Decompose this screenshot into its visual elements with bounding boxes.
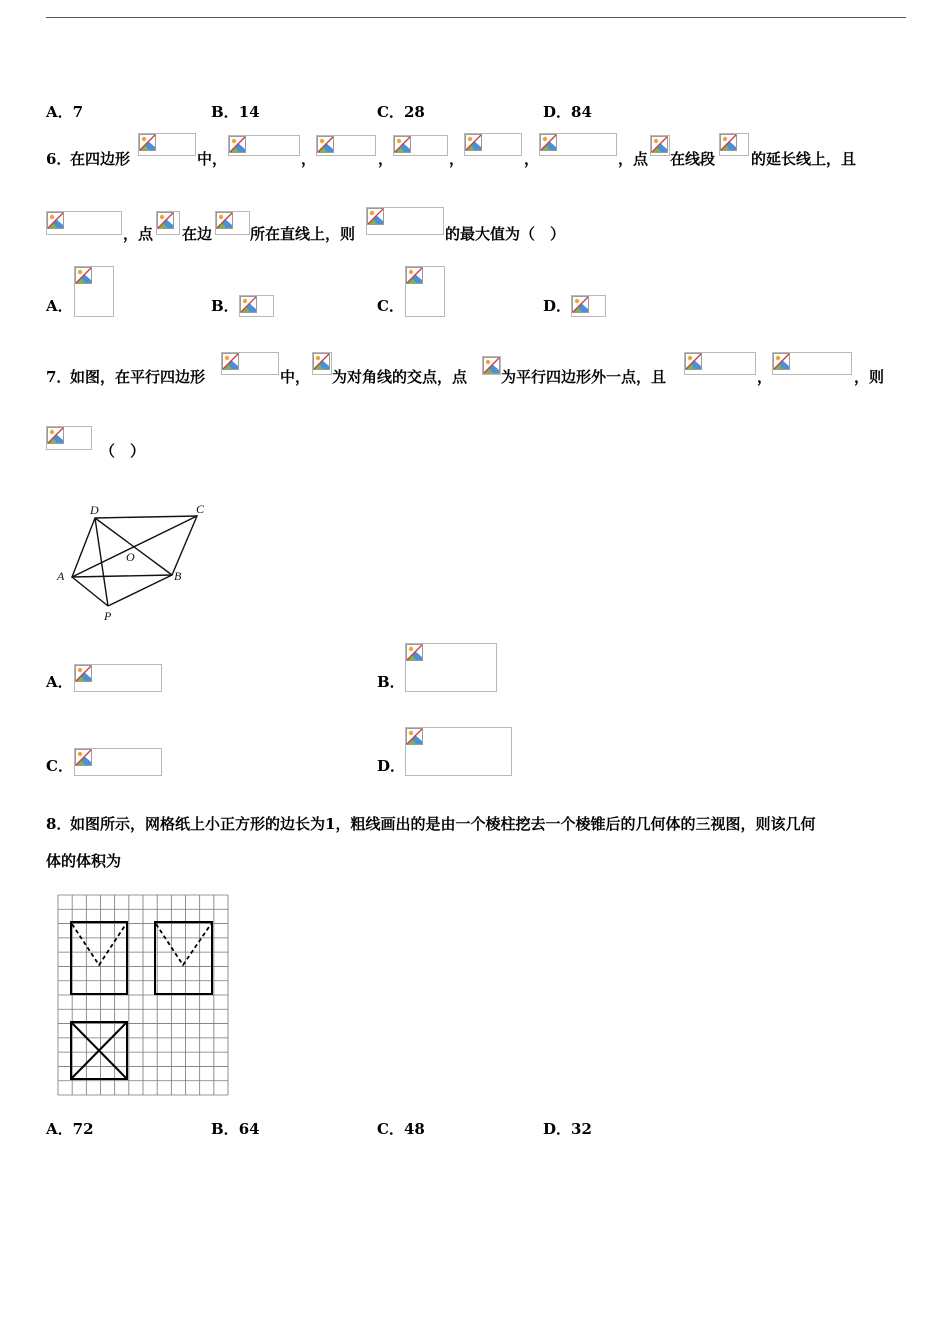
- q5-option-c: C．28: [377, 103, 425, 121]
- q6-comma: ，: [378, 150, 394, 168]
- broken-image-icon: [719, 133, 749, 156]
- broken-image-icon: [312, 352, 332, 375]
- q7-text-4: 为平行四边形外一点，且: [501, 368, 667, 386]
- broken-image-icon: [316, 135, 376, 156]
- broken-image-icon: [46, 426, 92, 450]
- broken-image-icon: [684, 352, 756, 375]
- q8-option-b: B．64: [211, 1120, 260, 1138]
- broken-image-icon: [74, 664, 162, 692]
- q8-option-c: C．48: [377, 1120, 425, 1138]
- vertex-label-p: P: [104, 609, 112, 623]
- q7-text-1: 如图，在平行四边形: [70, 368, 206, 386]
- broken-image-icon: [215, 211, 250, 235]
- broken-image-icon: [571, 295, 606, 317]
- broken-image-icon: [366, 207, 444, 235]
- q7-text-5: ，: [757, 368, 773, 386]
- q8-line-1: 如图所示，网格纸上小正方形的边长为1，粗线画出的是由一个棱柱挖去一个棱锥后的几何体的三视图，则该几何: [70, 815, 816, 833]
- vertex-label-d: D: [90, 503, 99, 517]
- broken-image-icon: [228, 135, 300, 156]
- q7-option-c: C．: [46, 757, 73, 775]
- broken-image-icon: [74, 748, 162, 776]
- q5-option-d: D．84: [543, 103, 592, 121]
- q6-option-b: B．: [211, 297, 239, 315]
- broken-image-icon: [405, 727, 512, 776]
- broken-image-icon: [772, 352, 852, 375]
- q7-text-2: 中，: [280, 368, 311, 386]
- q6-comma: ，: [449, 150, 465, 168]
- q6-option-d: D．: [543, 297, 572, 315]
- q6-comma: ，: [301, 150, 317, 168]
- vertex-label-o: O: [126, 550, 135, 564]
- q5-option-b: B．14: [211, 103, 260, 121]
- parallelogram-figure: [52, 498, 212, 624]
- broken-image-icon: [650, 135, 670, 156]
- vertex-label-a: A: [57, 569, 65, 583]
- broken-image-icon: [46, 211, 122, 235]
- broken-image-icon: [221, 352, 279, 375]
- q6-text-2: 中，: [197, 150, 228, 168]
- broken-image-icon: [405, 643, 497, 692]
- broken-image-icon: [405, 266, 445, 317]
- q6-text-1: 在四边形: [70, 150, 131, 168]
- broken-image-icon: [138, 133, 196, 156]
- q7-text-6: ，则: [854, 368, 885, 386]
- q6-comma: ，: [524, 150, 540, 168]
- q8-line-2: 体的体积为: [46, 852, 122, 870]
- broken-image-icon: [482, 356, 501, 375]
- broken-image-icon: [393, 135, 448, 156]
- q7-option-d: D．: [377, 757, 406, 775]
- q8-number: 8．: [46, 815, 72, 833]
- q8-option-a: A．72: [46, 1120, 94, 1138]
- q7-option-a: A．: [46, 673, 73, 691]
- vertex-label-b: B: [174, 569, 182, 583]
- broken-image-icon: [239, 295, 274, 317]
- q6-text-9: 的最大值为（ ）: [445, 225, 566, 243]
- q6-text-3: ，点: [618, 150, 649, 168]
- q6-text-7: 在边: [182, 225, 213, 243]
- q6-number: 6．: [46, 150, 72, 168]
- q6-text-5: 的延长线上，且: [751, 150, 857, 168]
- three-view-grid-figure: [56, 893, 230, 1097]
- q6-option-a: A．: [46, 297, 73, 315]
- broken-image-icon: [156, 211, 180, 235]
- q6-text-4: 在线段: [670, 150, 716, 168]
- q6-text-8: 所在直线上，则: [250, 225, 356, 243]
- q7-option-b: B．: [377, 673, 405, 691]
- vertex-label-c: C: [196, 502, 205, 516]
- broken-image-icon: [464, 133, 522, 156]
- q7-text-7: （ ）: [100, 442, 146, 460]
- broken-image-icon: [74, 266, 114, 317]
- q6-text-6: ，点: [123, 225, 154, 243]
- q8-option-d: D．32: [543, 1120, 592, 1138]
- broken-image-icon: [539, 133, 617, 156]
- q6-option-c: C．: [377, 297, 404, 315]
- q7-number: 7．: [46, 368, 72, 386]
- header-rule: [46, 17, 906, 18]
- q5-option-a: A．7: [46, 103, 84, 121]
- q7-text-3: 为对角线的交点，点: [332, 368, 468, 386]
